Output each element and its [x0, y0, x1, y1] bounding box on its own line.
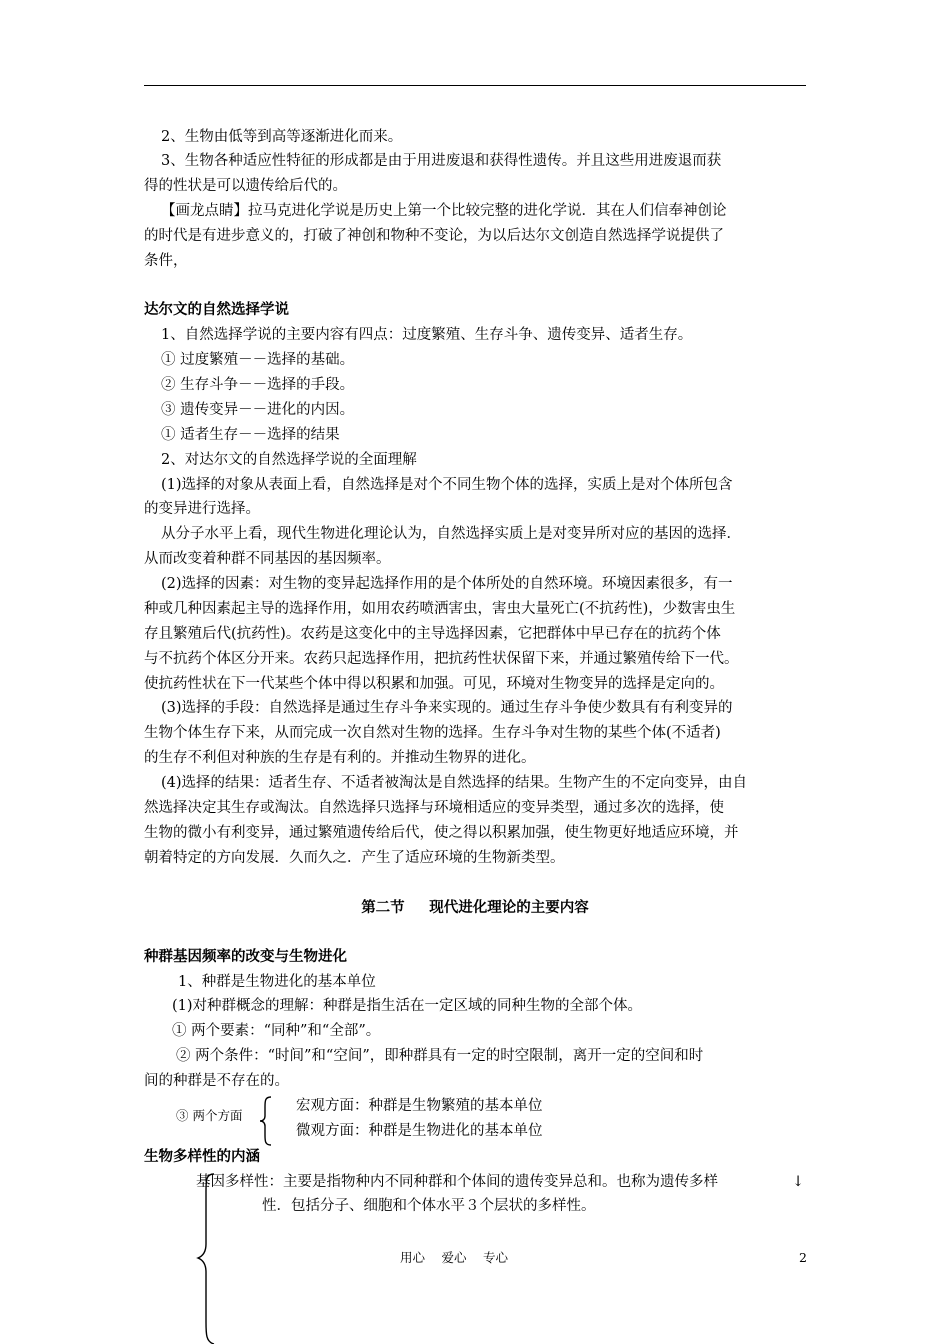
paragraph-line: 使抗药性状在下一代某些个体中得以积累和加强。可见，环境对生物变异的选择是定向的。 [144, 676, 724, 692]
paragraph-line: 条件， [144, 253, 188, 269]
paragraph-line: 2、对达尔文的自然选择学说的全面理解 [161, 452, 417, 468]
section-title: 第二节 现代进化理论的主要内容 [361, 899, 589, 916]
paragraph-line: 基因多样性：主要是指物种内不同种群和个体间的遗传变异总和。也称为遗传多样 [196, 1174, 718, 1190]
paragraph-line: 得的性状是可以遗传给后代的。 [144, 178, 347, 194]
curly-brace-icon [258, 1095, 276, 1147]
list-item: ① 过度繁殖－－选择的基础。 [161, 352, 355, 368]
list-item: ② 两个条件：“时间”和“空间”，即种群具有一定的时空限制，离开一定的空间和时 [176, 1048, 704, 1064]
paragraph-line: 生物的微小有利变异，通过繁殖遗传给后代，使之得以积累加强，使生物更好地适应环境，并 [144, 825, 739, 841]
paragraph-line: 朝着特定的方向发展．久而久之．产生了适应环境的生物新类型。 [144, 850, 565, 866]
paragraph-line: 1、种群是生物进化的基本单位 [178, 974, 376, 990]
paragraph-line: 与不抗药个体区分开来。农药只起选择作用，把抗药性状保留下来，并通过繁殖传给下一代。 [144, 651, 739, 667]
page-number: 2 [799, 1250, 807, 1265]
list-item: ② 生存斗争－－选择的手段。 [161, 377, 355, 393]
curly-brace-icon [196, 1172, 218, 1344]
paragraph-line: 生物个体生存下来，从而完成一次自然对生物的选择。生存斗争对生物的某些个体(不适者) [144, 725, 721, 741]
paragraph-line: 【画龙点睛】拉马克进化学说是历史上第一个比较完整的进化学说．其在人们信奉神创论 [161, 203, 727, 219]
paragraph-line: 2、生物由低等到高等逐渐进化而来。 [161, 129, 403, 145]
paragraph-line: (1)对种群概念的理解：种群是指生活在一定区域的同种生物的全部个体。 [172, 998, 643, 1014]
paragraph-line: (3)选择的手段：自然选择是通过生存斗争来实现的。通过生存斗争使少数具有有利变异的 [161, 700, 733, 716]
paragraph-line: 的时代是有进步意义的，打破了神创和物种不变论，为以后达尔文创造自然选择学说提供了 [144, 228, 724, 244]
micro-aspect: 微观方面：种群是生物进化的基本单位 [296, 1123, 543, 1139]
paragraph-line: 种或几种因素起主导的选择作用，如用农药喷洒害虫，害虫大量死亡(不抗药性)，少数害虫生 [144, 601, 736, 617]
paragraph-line: (1)选择的对象从表面上看，自然选择是对个不同生物个体的选择，实质上是对个体所包含 [161, 477, 733, 493]
footer-motto: 用心 爱心 专心 [400, 1250, 508, 1265]
paragraph-line: 然选择决定其生存或淘汰。自然选择只选择与环境相适应的变异类型，通过多次的选择，使 [144, 800, 724, 816]
section-heading-darwin: 达尔文的自然选择学说 [144, 301, 289, 318]
paragraph-line: 性．包括分子、细胞和个体水平３个层状的多样性。 [262, 1198, 596, 1214]
paragraph-line: 间的种群是不存在的。 [144, 1073, 289, 1089]
paragraph-line: 3、生物各种适应性特征的形成都是由于用进废退和获得性遗传。并且这些用进废退而获 [161, 153, 722, 169]
paragraph-line: 存且繁殖后代(抗药性)。农药是这变化中的主导选择因素，它把群体中早已存在的抗药个体 [144, 626, 721, 642]
aspects-label: ③ 两个方面 [176, 1108, 243, 1123]
paragraph-line: 从而改变着种群不同基因的基因频率。 [144, 551, 391, 567]
paragraph-line: 的变异进行选择。 [144, 501, 260, 517]
list-item: ① 适者生存－－选择的结果 [161, 427, 340, 443]
paragraph-line: 从分子水平上看，现代生物进化理论认为，自然选择实质上是对变异所对应的基因的选择． [161, 526, 741, 542]
macro-aspect: 宏观方面：种群是生物繁殖的基本单位 [296, 1098, 543, 1114]
header-rule [144, 85, 806, 86]
list-item: ① 两个要素：“同种”和“全部”。 [172, 1023, 381, 1039]
paragraph-line: (2)选择的因素：对生物的变异起选择作用的是个体所处的自然环境。环境因素很多，有一 [161, 576, 733, 592]
section-heading-population: 种群基因频率的改变与生物进化 [144, 948, 347, 965]
paragraph-line: 1、自然选择学说的主要内容有四点：过度繁殖、生存斗争、遗传变异、适者生存。 [161, 327, 693, 343]
section-heading-diversity: 生物多样性的内涵 [144, 1148, 260, 1165]
list-item: ③ 遗传变异－－进化的内因。 [161, 402, 355, 418]
paragraph-line: (4)选择的结果：适者生存、不适者被淘汰是自然选择的结果。生物产生的不定向变异，由自 [161, 775, 748, 791]
down-arrow-icon: ↓ [792, 1174, 805, 1190]
paragraph-line: 的生存不利但对种族的生存是有利的。并推动生物界的进化。 [144, 750, 536, 766]
